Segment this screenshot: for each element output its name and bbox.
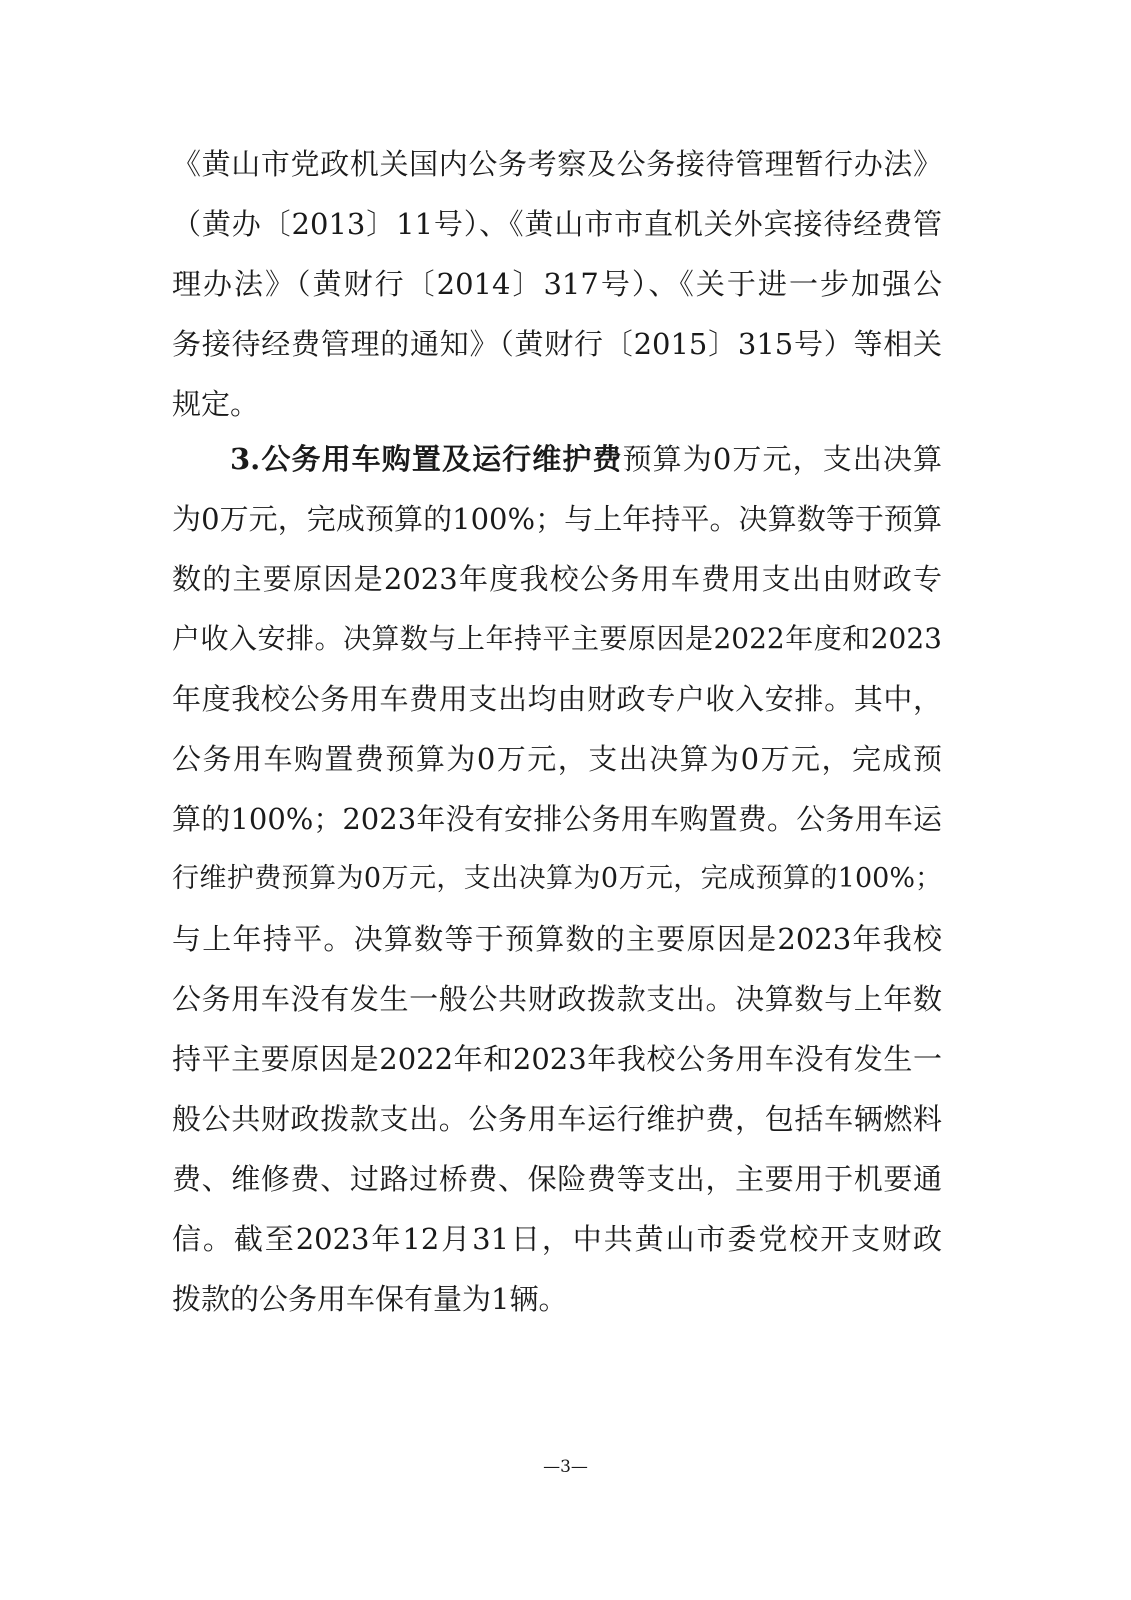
text-line: 信。截至2023年12月31日，中共黄山市委党校开支财政 <box>172 1222 942 1256</box>
text-line: 持平主要原因是2022年和2023年我校公务用车没有发生一 <box>172 1042 942 1076</box>
text-line: 费、维修费、过路过桥费、保险费等支出，主要用于机要通 <box>172 1162 942 1196</box>
text-line-first <box>230 439 942 479</box>
text-line: 与上年持平。决算数等于预算数的主要原因是2023年我校 <box>172 922 942 956</box>
text-line: 般公共财政拨款支出。公务用车运行维护费，包括车辆燃料 <box>172 1102 942 1136</box>
text-line: 规定。 <box>172 387 260 421</box>
text-run: 预算为0万元，支出决算 <box>622 442 942 476</box>
page-number: —3— <box>543 1457 588 1477</box>
text-line: 行维护费预算为0万元，支出决算为0万元，完成预算的100%； <box>172 863 942 894</box>
text-line: 理办法》（黄财行〔2014〕317号）、《关于进一步加强公 <box>172 267 942 301</box>
text-line: 为0万元，完成预算的100%；与上年持平。决算数等于预算 <box>172 502 942 536</box>
text-line: 数的主要原因是2023年度我校公务用车费用支出由财政专 <box>172 562 942 596</box>
text-line: 年度我校公务用车费用支出均由财政专户收入安排。其中， <box>172 682 942 716</box>
text-line: 《黄山市党政机关国内公务考察及公务接待管理暂行办法》 <box>172 147 942 181</box>
text-line: 算的100%；2023年没有安排公务用车购置费。公务用车运 <box>172 802 942 836</box>
text-line: （黄办〔2013〕11号）、《黄山市市直机关外宾接待经费管 <box>172 207 942 241</box>
text-line: 户收入安排。决算数与上年持平主要原因是2022年度和2023 <box>172 622 942 655</box>
text-line: 公务用车购置费预算为0万元，支出决算为0万元，完成预 <box>172 742 942 776</box>
text-line: 务接待经费管理的通知》（黄财行〔2015〕315号）等相关 <box>172 327 942 361</box>
text-line: 公务用车没有发生一般公共财政拨款支出。决算数与上年数 <box>172 982 942 1016</box>
section-heading: 3.公务用车购置及运行维护费 <box>230 442 623 476</box>
text-line: 拨款的公务用车保有量为1辆。 <box>172 1282 568 1316</box>
